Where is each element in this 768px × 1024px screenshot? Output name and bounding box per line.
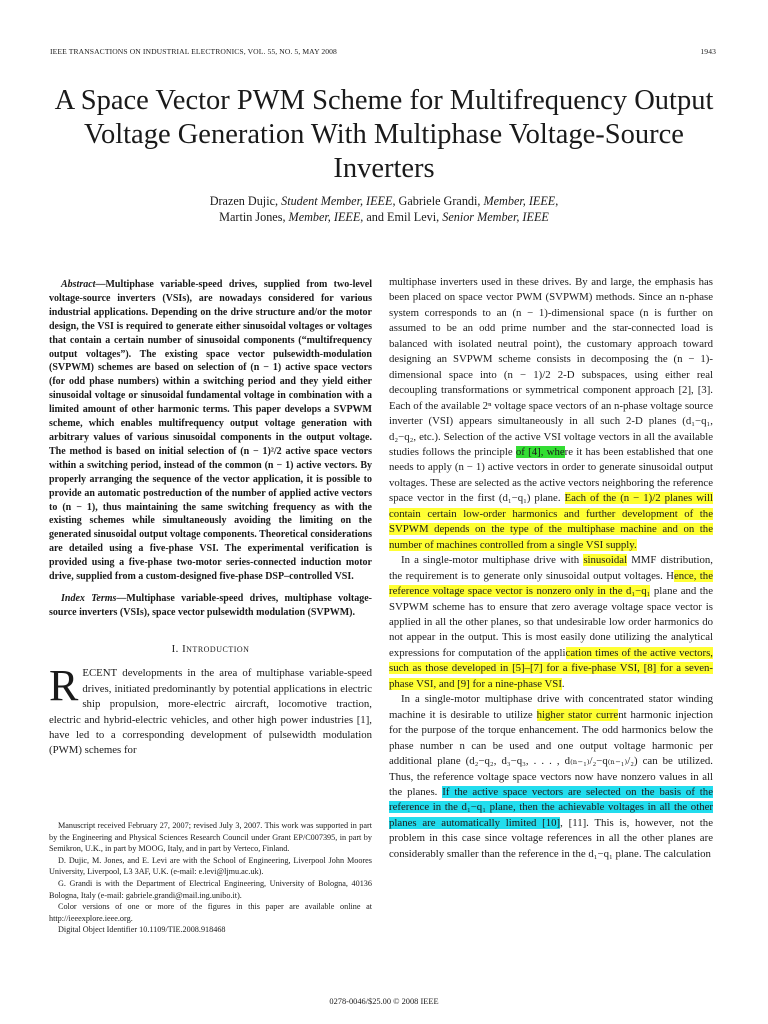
section-heading: I. Introduction [171,642,250,655]
journal-name: IEEE TRANSACTIONS ON INDUSTRIAL ELECTRONICS, VOL. 55, NO. 5, MAY 2008 [50,47,337,56]
highlight-yellow[interactable]: ence, the reference voltage space vector is nonzero only in the d₁−q₁ [389,569,713,598]
footnote: Digital Object Identifier 10.1109/TIE.2008.918468 [58,925,226,935]
footnotes [49,820,372,936]
index-terms [49,592,372,620]
intro-paragraph: RECENT developments in the area of multiphase variable-speed drives, initiated predominantly by potential applications in electric ship propulsion, more-electric aircraft, locomotive traction, electric and hybrid-electric vehicles, and other high power industries [1], have led to a corresponding development of pulsewidth modulation (PWM) schemes for [49,661,372,757]
left-column [49,278,372,759]
copyright-footer: 0278-0046/$25.00 © 2008 IEEE [329,997,439,1006]
footnote: D. Dujic, M. Jones, and E. Levi are with the School of Engineering, Liverpool John Moores University, Liverpool, L3 3AF, U.K. (e-mail: e.levi@ljmu.ac.uk). [49,855,372,877]
highlight-yellow[interactable]: cation times of the active vectors, such as those developed in [5]–[7] for a five-phase VSI, [8] for a seven-phase VSI, and [9] for a nine-phase VSI [389,646,713,690]
author-list [40,193,728,225]
right-column [389,275,713,862]
body-paragraph-1: multiphase inverters used in these drives. By and large, the emphasis has been placed on space vector PWM (SVPWM) methods. Since an n-phase system corresponds to an (n − 1)-dimensional space (n is further on assumed to be an odd prime number and the star-connected load is balanced with isolated neutral point), the customary approach toward designing an SVPWM scheme consists in decomposing the (n − 1)-dimensional space into (n − 1)/2 2-D subspaces, using either real decoupling transformations or symmetrical component approach [2], [3]. Each of the available 2ⁿ voltage space vectors of an n-phase voltage source inverter (VSI) appears simultaneously in all such 2-D planes (d₁−q₁, d₂−q₂, etc.). Selection of the active VSI voltage vectors in all the available studies follows the principle of [4], where it has been established that one needs to apply (n − 1) active vectors in order to generate sinusoidal output voltages. These are selected as the active vectors neighboring the reference space vector in the first (d₁−q₁) plane. Each of the (n − 1)/2 planes will contain certain low-order harmonics and further development of the SVPWM depends on the type of the multiphase machine and on the number of machines controlled from a single VSI supply. [389,276,713,551]
footnote: Color versions of one or more of the figures in this paper are available online at http://ieeexplore.ieee.org. [49,902,372,923]
footnote: Manuscript received February 27, 2007; revised July 3, 2007. This work was supported in part by the Engineering and Physical Sciences Research Council under Grant EP/C007395, in part by Semikron, U.K., in part by MOOG, Italy, and in part by Verteco, Finland. [49,821,372,854]
author-line-2: Martin Jones, Member, IEEE, and Emil Levi, Senior Member, IEEE [219,210,549,224]
abstract-label: Abstract [61,279,96,290]
page-number: 1943 [700,47,716,56]
drop-cap: R [49,661,79,711]
footnote: G. Grandi is with the Department of Electrical Engineering, University of Bologna, 40136 Bologna, Italy (e-mail: gabriele.grandi@mail.ing.unibo.it). [49,878,372,900]
highlight-yellow[interactable]: higher stator curre [536,708,619,721]
highlight-yellow[interactable]: Each of the (n − 1)/2 planes will contain certain low-order harmonics and further development of the SVPWM depends on the type of the multiphase machine and on the number of machines controlled from a single VSI supply. [389,492,713,551]
body-paragraph-2: In a single-motor multiphase drive with sinusoidal MMF distribution, the requirement is to generate only sinusoidal output voltages. Hence, the reference voltage space vector is nonzero only in the d₁−q₁ plane and the SVPWM scheme has to ensure that zero average voltage space vector is applied in all the other planes, so that undesirable low order harmonics do not appear in the output. This is most easily done utilizing the analytical expressions for computation of the application times of the active vectors, such as those developed in [5]–[7] for a five-phase VSI, [8] for a seven-phase VSI, and [9] for a nine-phase VSI. [389,554,713,690]
abstract-text: —Multiphase variable-speed drives, supplied from two-level voltage-source inverters (VSIs), are nowadays considered for various industrial applications. Depending on the drive structure and/or the motor design, the VSI is required to generate either sinusoidal voltages or voltages that contain a certain number of sinusoidal components (“multifrequency output voltages”). The existing space vector pulsewidth-modulation (SVPWM) schemes are based on selection of (n − 1) active space vectors (for odd phase numbers) within a switching period and they yield either sinusoidal voltage or sinusoidal fundamental voltage in combination with a limited amount of other harmonic terms. This paper develops a SVPWM scheme, which enables multifrequency output voltage generation with arbitrary values of various sinusoidal components in the output voltage. The method is based on initial selection of (n − 1)²/2 active space vectors within a switching period, instead of the common (n − 1) active vectors. By properly arranging the sequence of the vector application, it is possible to provide an automatic postreduction of the number of applied active vectors to (n − 1), thus maintaining the same switching frequency as with the existing schemes while simultaneously avoiding the limiting on the generated sinusoidal output voltage components. Theoretical considerations are detailed using a five-phase VSI. The experimental verification is provided using a five-phase two-motor series-connected induction motor drive, supplied from a custom-designed five-phase DSP–controlled VSI. [49,279,372,583]
index-terms-label: Index Terms [61,592,117,604]
index-terms-text: —Multiphase variable-speed drives, multiphase voltage-source inverters (VSIs), space vector pulsewidth modulation (SVPWM). [49,592,372,618]
paper-title: A Space Vector PWM Scheme for Multifrequency Output Voltage Generation With Multiphase Voltage-Source Inverters [54,85,714,184]
highlight-yellow[interactable]: sinusoidal [583,554,628,567]
abstract [49,278,372,584]
highlight-green[interactable]: of [4], whe [515,445,565,458]
highlight-cyan[interactable]: If the active space vectors are selected on the basis of the reference in the d₁−q₁ plane, then the achievable voltages in all the other planes are automatically limited [10] [389,785,714,829]
author-line-1: Drazen Dujic, Student Member, IEEE, Gabriele Grandi, Member, IEEE, [209,194,559,208]
body-paragraph-3: In a single-motor multiphase drive with concentrated stator winding machine it is desirable to utilize higher stator current harmonic injection for the purpose of the torque enhancement. The odd harmonics below the phase number n can be used and one output voltage harmonic per additional plane (d₂−q₂, d₃−q₃, . . . , d₍ₙ₋₁₎/₂−q₍ₙ₋₁₎/₂) can be utilized. Thus, the reference voltage space vectors now have nonzero values in all the planes. If the active space vectors are selected on the basis of the reference in the d₁−q₁ plane, then the achievable voltages in all the other planes are automatically limited [10], [11]. This is, however, not the problem in this case since voltage references in all the other planes are considerably smaller than the reference in the d₁−q₁ plane. The calculation [389,693,714,860]
